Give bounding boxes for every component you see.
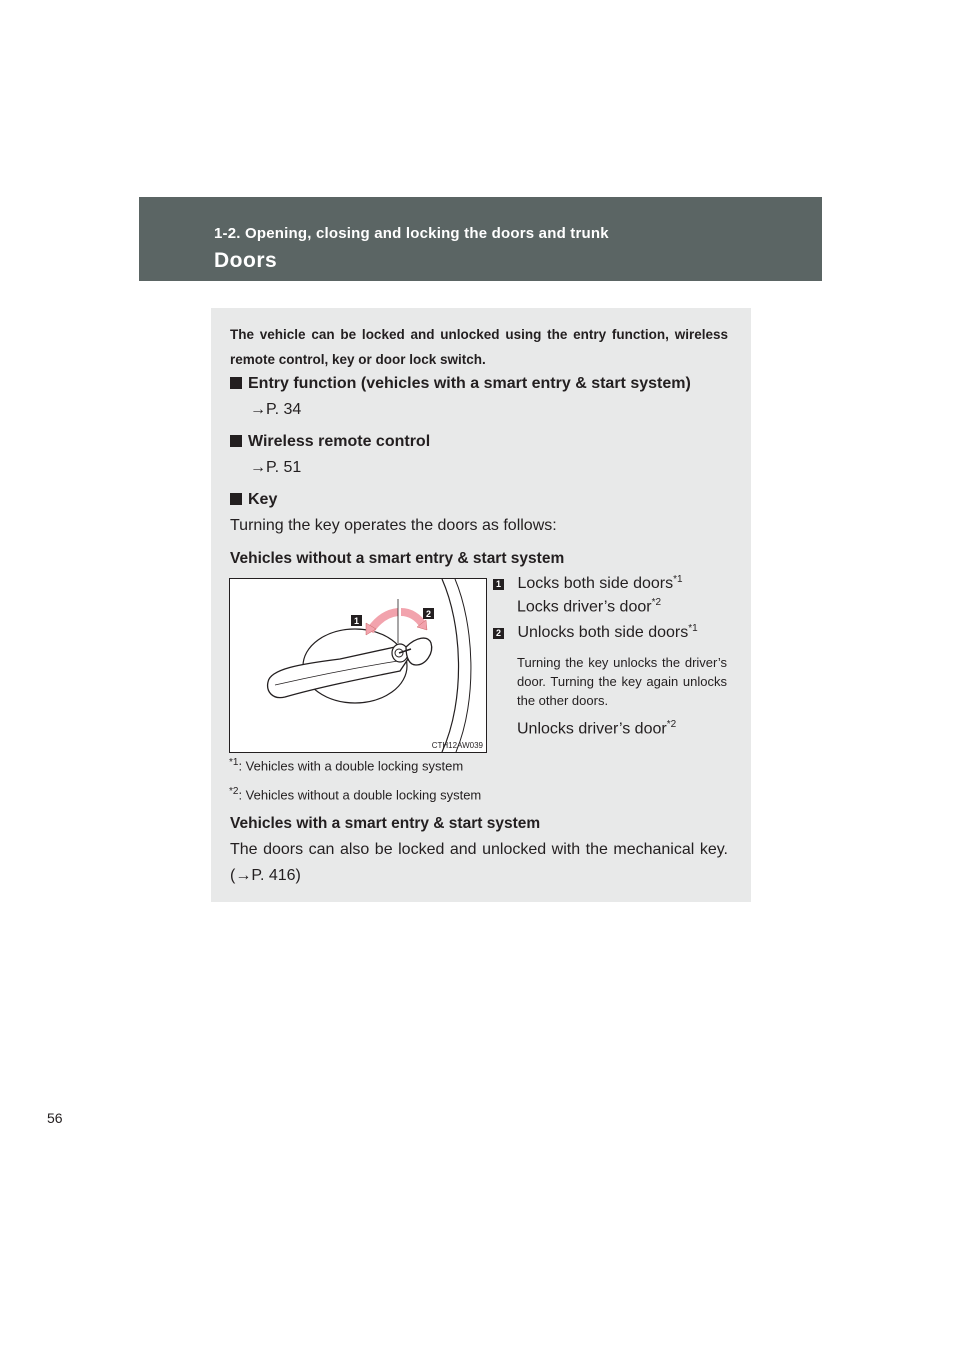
item-2-line-1: [493, 623, 698, 642]
key-text: Turning the key operates the doors as follows:: [230, 517, 557, 534]
arrow-icon: →: [250, 401, 266, 418]
door-handle-illustration: [230, 579, 486, 752]
page-title: Doors: [214, 249, 278, 272]
footnote-1-text: : Vehicles with a double locking system: [238, 758, 464, 774]
content-panel: [211, 308, 751, 902]
footnote-mark: *2: [666, 719, 677, 730]
item-2-line-1-text: Unlocks both side doors: [517, 624, 689, 642]
remote-ref: [250, 459, 301, 477]
entry-ref-text: P. 34: [266, 401, 302, 418]
item-1-line-2-text: Locks driver’s door: [517, 598, 652, 616]
item-2-note: Turning the key unlocks the driver’s door. Turning the key again unlocks the other doors.: [517, 655, 727, 708]
key-heading: [230, 491, 277, 509]
entry-ref: [250, 401, 301, 419]
arrow-icon: →: [235, 867, 252, 884]
with-text: [230, 837, 728, 889]
entry-heading: [230, 375, 691, 393]
item-1-line-2: [517, 597, 661, 616]
entry-heading-text: Entry function (vehicles with a smart entry & start system): [248, 375, 691, 392]
square-bullet-icon: [230, 435, 242, 447]
figure-label-2-text: 2: [425, 609, 432, 619]
with-ref: P. 416: [251, 867, 296, 884]
item-1-line-1: [493, 574, 683, 593]
footnote-2-text: : Vehicles without a double locking system: [238, 787, 482, 803]
number-2-icon: 2: [493, 628, 504, 639]
with-caption: Vehicles with a smart entry & start system: [230, 815, 541, 832]
footnote-mark: *2: [651, 597, 662, 608]
figure-id: CTH12AW039: [431, 741, 483, 750]
with-text-a: The doors can also be locked and unlocked with the mechanical key. (: [230, 841, 728, 884]
remote-ref-text: P. 51: [266, 459, 302, 476]
intro-text: The vehicle can be locked and unlocked using the entry function, wireless remote control, key or door lock switch.: [230, 327, 728, 367]
with-text-b: ): [295, 867, 301, 884]
door-key-figure: [229, 578, 487, 753]
section-header: [139, 197, 822, 281]
key-heading-text: Key: [248, 491, 278, 508]
item-2-line-2: [517, 719, 676, 738]
remote-heading-text: Wireless remote control: [248, 433, 431, 450]
section-title: 1-2. Opening, closing and locking the doors and trunk: [214, 225, 609, 242]
footnote-mark: *1: [673, 574, 683, 585]
arrow-icon: →: [250, 459, 266, 476]
square-bullet-icon: [230, 493, 242, 505]
footnote-1: [229, 757, 463, 773]
footnote-mark: *1: [229, 757, 239, 768]
footnote-2: [229, 786, 481, 802]
footnote-mark: *1: [688, 623, 698, 634]
figure-label-1-text: 1: [353, 616, 360, 626]
without-caption: Vehicles without a smart entry & start system: [230, 550, 565, 567]
page-number: 56: [47, 1110, 63, 1126]
item-2-line-2-text: Unlocks driver’s door: [517, 720, 667, 738]
remote-heading: [230, 433, 430, 451]
item-1-line-1-text: Locks both side doors: [517, 575, 674, 593]
number-1-icon: 1: [493, 579, 504, 590]
footnote-mark: *2: [229, 786, 239, 797]
square-bullet-icon: [230, 377, 242, 389]
